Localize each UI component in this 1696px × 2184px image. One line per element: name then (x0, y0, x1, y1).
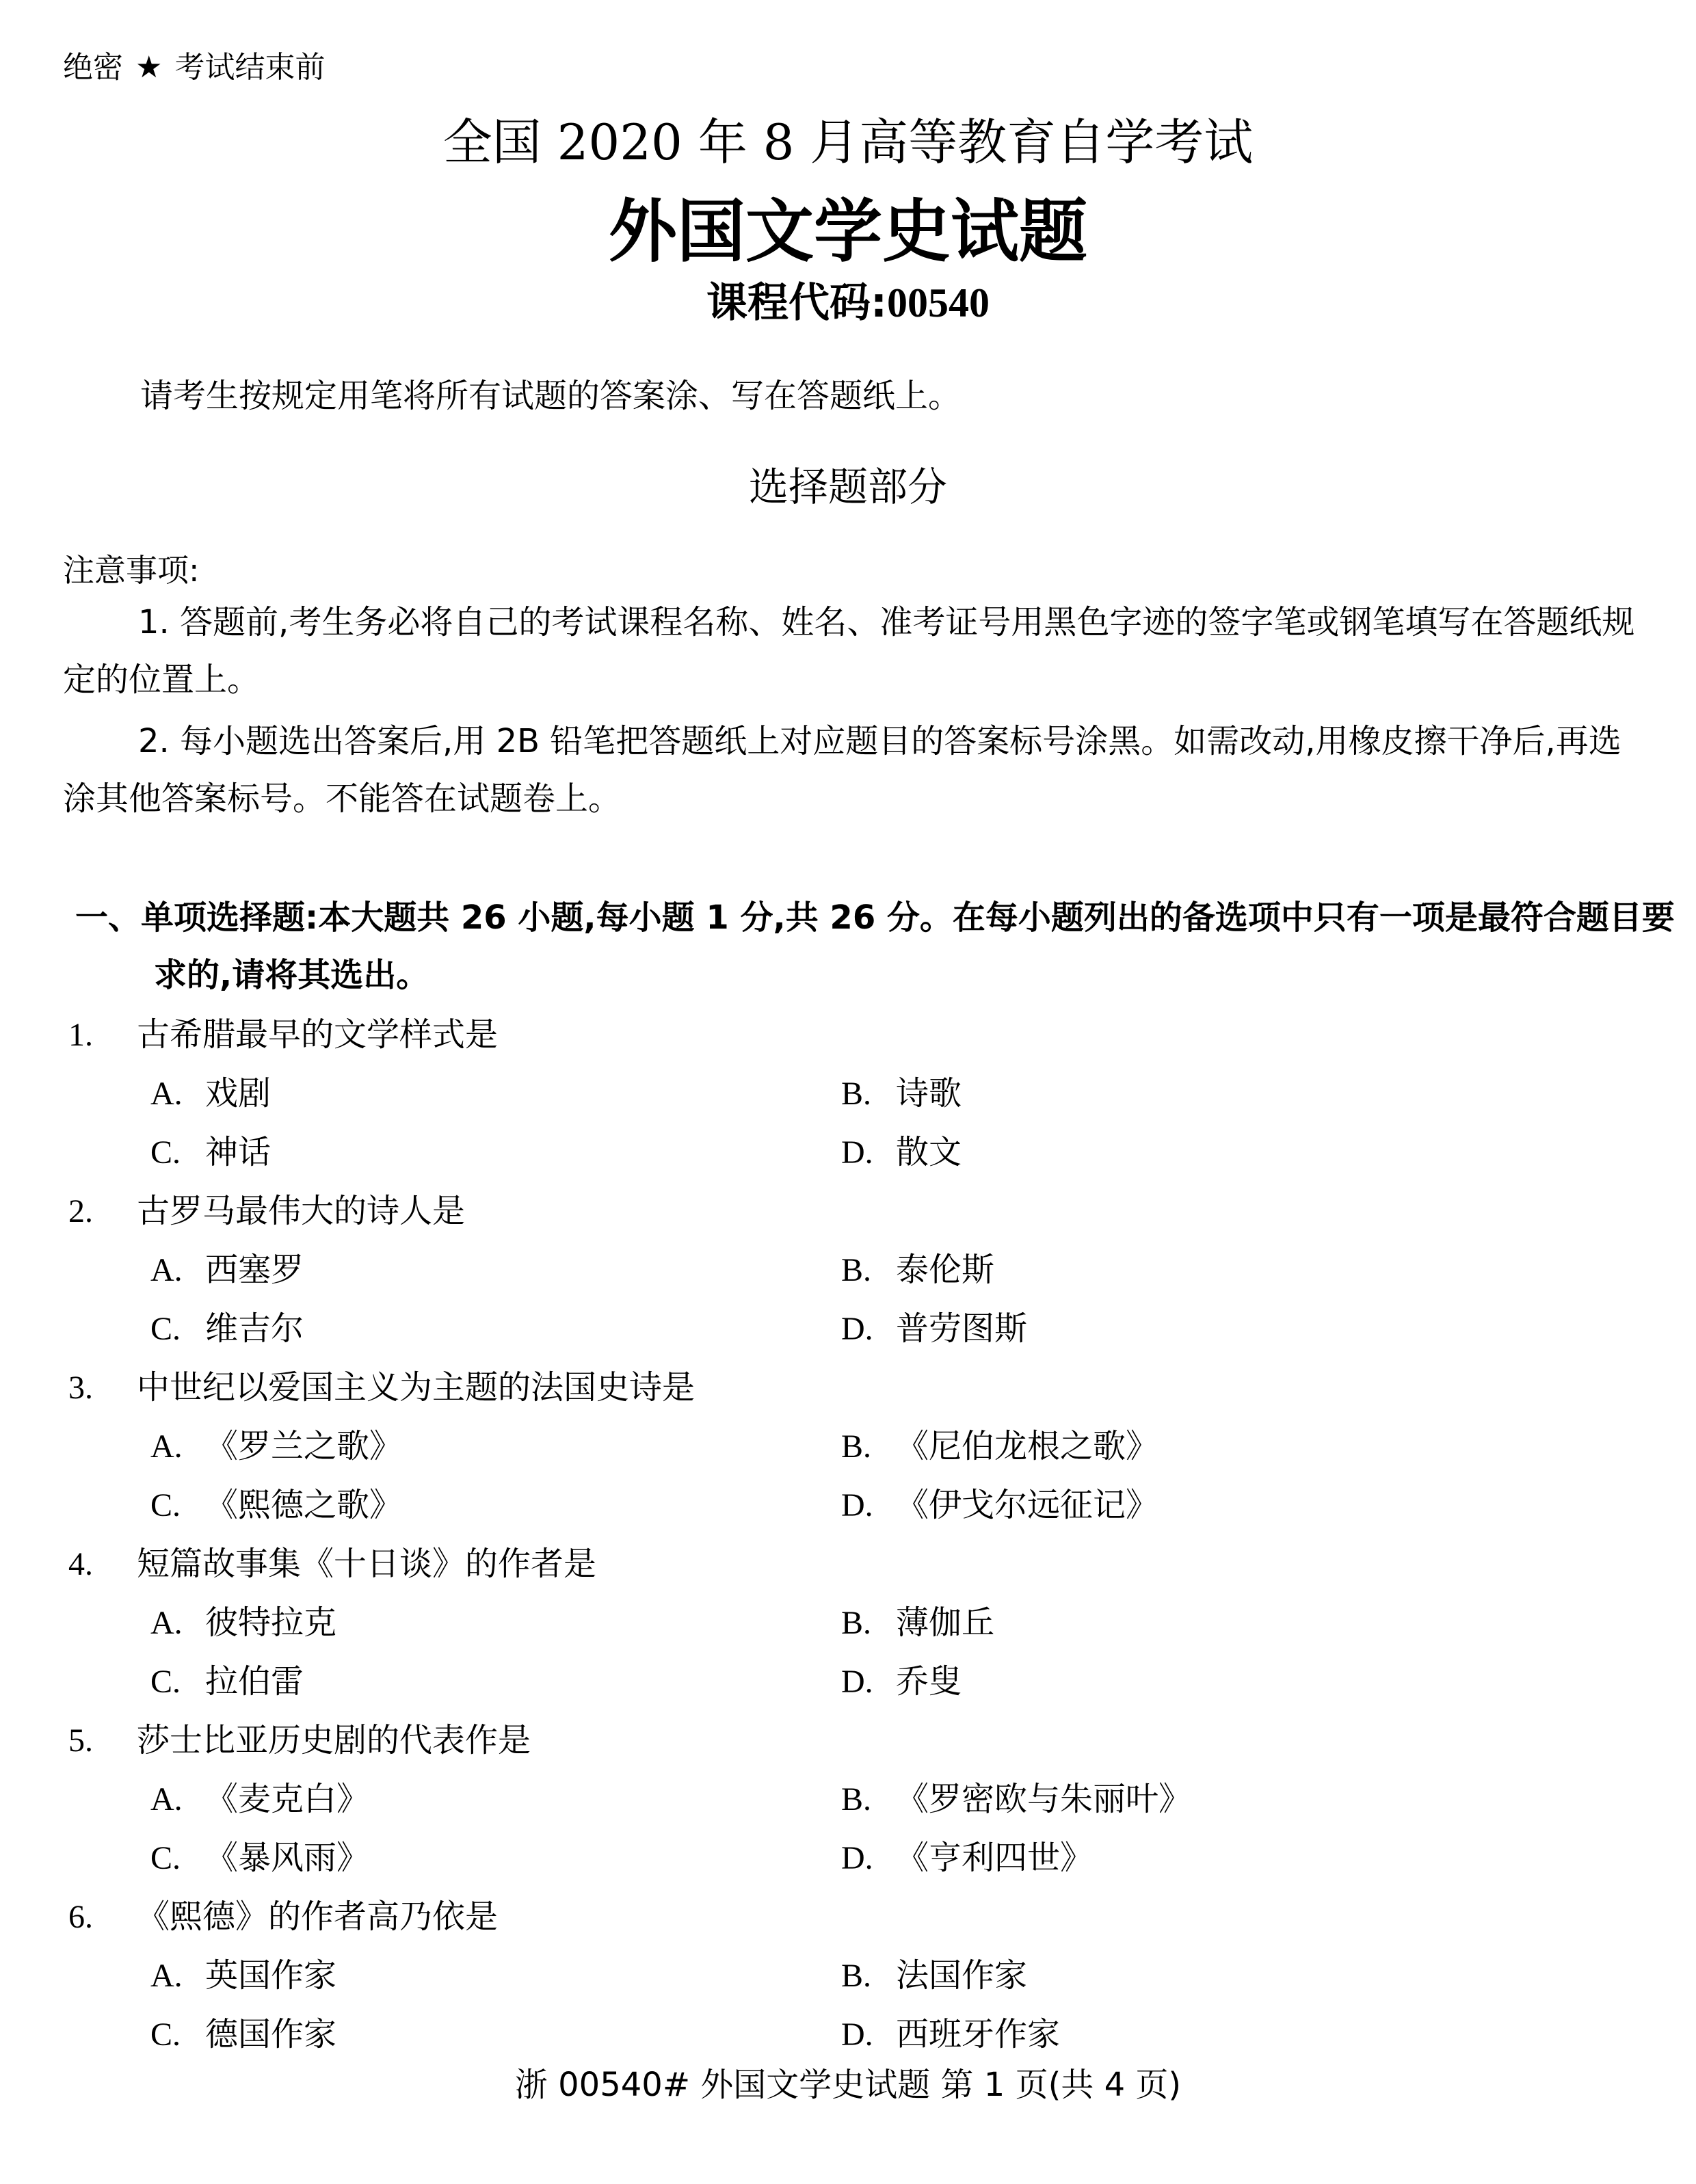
option-label: A. (150, 1428, 183, 1465)
option-label: B. (841, 1605, 872, 1641)
option-label: D. (841, 1311, 873, 1347)
option-d (841, 1828, 1525, 1887)
subject-title: 外国文学史试题 (609, 191, 1087, 271)
option-grid (68, 1593, 1641, 1711)
option-c (150, 2005, 841, 2064)
question-text: 莎士比亚历史剧的代表作是 (137, 1721, 531, 1759)
option-grid (68, 1770, 1641, 1887)
option-label: A. (150, 1958, 183, 1994)
option-a (150, 1240, 841, 1299)
option-b (841, 1240, 1525, 1299)
option-b (841, 1946, 1525, 2005)
option-a (150, 1946, 841, 2005)
option-grid (68, 1064, 1641, 1182)
option-d (841, 1476, 1525, 1534)
secrecy-left: 绝密 (63, 50, 123, 85)
option-label: A. (150, 1252, 183, 1288)
question-stem (68, 1005, 1641, 1064)
page-footer: 浙 00540# 外国文学史试题 第 1 页(共 4 页) (514, 2066, 1182, 2104)
option-text: 泰伦斯 (896, 1251, 995, 1289)
question-number: 6. (68, 1899, 93, 1935)
option-text: 诗歌 (896, 1074, 962, 1113)
question-stem (68, 1534, 1641, 1593)
part-title: 选择题部分 (748, 464, 947, 510)
question-number: 1. (68, 1017, 93, 1053)
option-label: C. (150, 1311, 181, 1347)
option-text: 《暴风雨》 (205, 1839, 370, 1877)
course-code-value: 00540 (887, 280, 990, 325)
instruction-text: 请考生按规定用笔将所有试题的答案涂、写在答题纸上。 (140, 377, 962, 415)
option-a (150, 1770, 841, 1828)
option-label: D. (841, 1840, 873, 1876)
option-grid (68, 1946, 1641, 2064)
option-text: 戏剧 (205, 1074, 271, 1113)
course-code-label: 课程代码: (706, 279, 887, 327)
option-a (150, 1064, 841, 1123)
option-b (841, 1770, 1525, 1828)
option-label: A. (150, 1781, 183, 1817)
option-text: 乔叟 (896, 1662, 962, 1701)
note-item: 2. 每小题选出答案后,用 2B 铅笔把答题纸上对应题目的答案标号涂黑。如需改动,用橡皮擦干净后,再选涂其他答案标号。不能答在试题卷上。 (63, 722, 1621, 818)
option-c (150, 1652, 841, 1711)
option-b (841, 1064, 1525, 1123)
option-d (841, 1299, 1525, 1358)
note-item: 1. 答题前,考生务必将自己的考试课程名称、姓名、准考证号用黑色字迹的签字笔或钢笔填写在答题纸规定的位置上。 (63, 603, 1635, 699)
question-text: 中世纪以爱国主义为主题的法国史诗是 (137, 1368, 695, 1407)
option-text: 神话 (205, 1133, 271, 1171)
question-text: 古罗马最伟大的诗人是 (137, 1192, 466, 1230)
option-text: 散文 (896, 1133, 962, 1171)
option-text: 《尼伯龙根之歌》 (896, 1427, 1159, 1465)
question-list (68, 1005, 1641, 2064)
option-a (150, 1417, 841, 1476)
option-label: B. (841, 1252, 872, 1288)
secrecy-right: 考试结束前 (174, 50, 326, 85)
option-c (150, 1476, 841, 1534)
question-number: 4. (68, 1546, 93, 1582)
option-label: B. (841, 1076, 872, 1112)
option-text: 薄伽丘 (896, 1603, 995, 1642)
question-text: 古希腊最早的文学样式是 (137, 1015, 499, 1054)
option-text: 德国作家 (205, 2015, 337, 2053)
option-text: 法国作家 (896, 1956, 1028, 1995)
option-text: 彼特拉克 (205, 1603, 337, 1642)
option-text: 英国作家 (205, 1956, 337, 1995)
option-text: 《亨利四世》 (896, 1839, 1094, 1877)
option-c (150, 1299, 841, 1358)
section-heading: 一、单项选择题:本大题共 26 小题,每小题 1 分,共 26 分。在每小题列出的备选项中只有一项是最符合题目要求的,请将其选出。 (75, 898, 1675, 994)
question-number: 2. (68, 1193, 93, 1229)
exam-title: 全国 2020 年 8 月高等教育自学考试 (442, 114, 1254, 171)
option-label: C. (150, 1487, 181, 1523)
option-label: D. (841, 1134, 873, 1171)
option-label: D. (841, 1487, 873, 1523)
option-label: B. (841, 1958, 872, 1994)
option-text: 《罗兰之歌》 (205, 1427, 403, 1465)
option-text: 普劳图斯 (896, 1309, 1028, 1348)
option-a (150, 1593, 841, 1652)
option-label: A. (150, 1076, 183, 1112)
option-label: D. (841, 2016, 873, 2053)
option-text: 拉伯雷 (205, 1662, 304, 1701)
option-c (150, 1123, 841, 1182)
option-text: 《熙德之歌》 (205, 1486, 403, 1524)
question-text: 《熙德》的作者高乃依是 (137, 1897, 499, 1936)
course-code (0, 270, 1696, 329)
question-number: 3. (68, 1370, 93, 1406)
option-text: 西塞罗 (205, 1251, 304, 1289)
option-label: C. (150, 1664, 181, 1700)
option-label: B. (841, 1781, 872, 1817)
option-text: 《麦克白》 (205, 1780, 370, 1818)
option-d (841, 1123, 1525, 1182)
option-text: 《伊戈尔远征记》 (896, 1486, 1159, 1524)
question-stem (68, 1711, 1641, 1770)
option-label: C. (150, 1134, 181, 1171)
notes-heading: 注意事项: (63, 552, 200, 589)
question-number: 5. (68, 1722, 93, 1759)
option-label: B. (841, 1428, 872, 1465)
question-text: 短篇故事集《十日谈》的作者是 (137, 1545, 597, 1583)
secrecy-label (63, 42, 325, 86)
option-d (841, 2005, 1525, 2064)
option-label: C. (150, 1840, 181, 1876)
option-text: 西班牙作家 (896, 2015, 1061, 2053)
option-label: C. (150, 2016, 181, 2053)
option-grid (68, 1417, 1641, 1534)
option-text: 维吉尔 (205, 1309, 304, 1348)
star-icon: ★ (135, 50, 163, 85)
option-label: A. (150, 1605, 183, 1641)
question-stem (68, 1887, 1641, 1946)
option-text: 《罗密欧与朱丽叶》 (896, 1780, 1192, 1818)
option-d (841, 1652, 1525, 1711)
option-c (150, 1828, 841, 1887)
question-stem (68, 1358, 1641, 1417)
option-b (841, 1593, 1525, 1652)
option-label: D. (841, 1664, 873, 1700)
question-stem (68, 1182, 1641, 1240)
option-grid (68, 1240, 1641, 1358)
option-b (841, 1417, 1525, 1476)
